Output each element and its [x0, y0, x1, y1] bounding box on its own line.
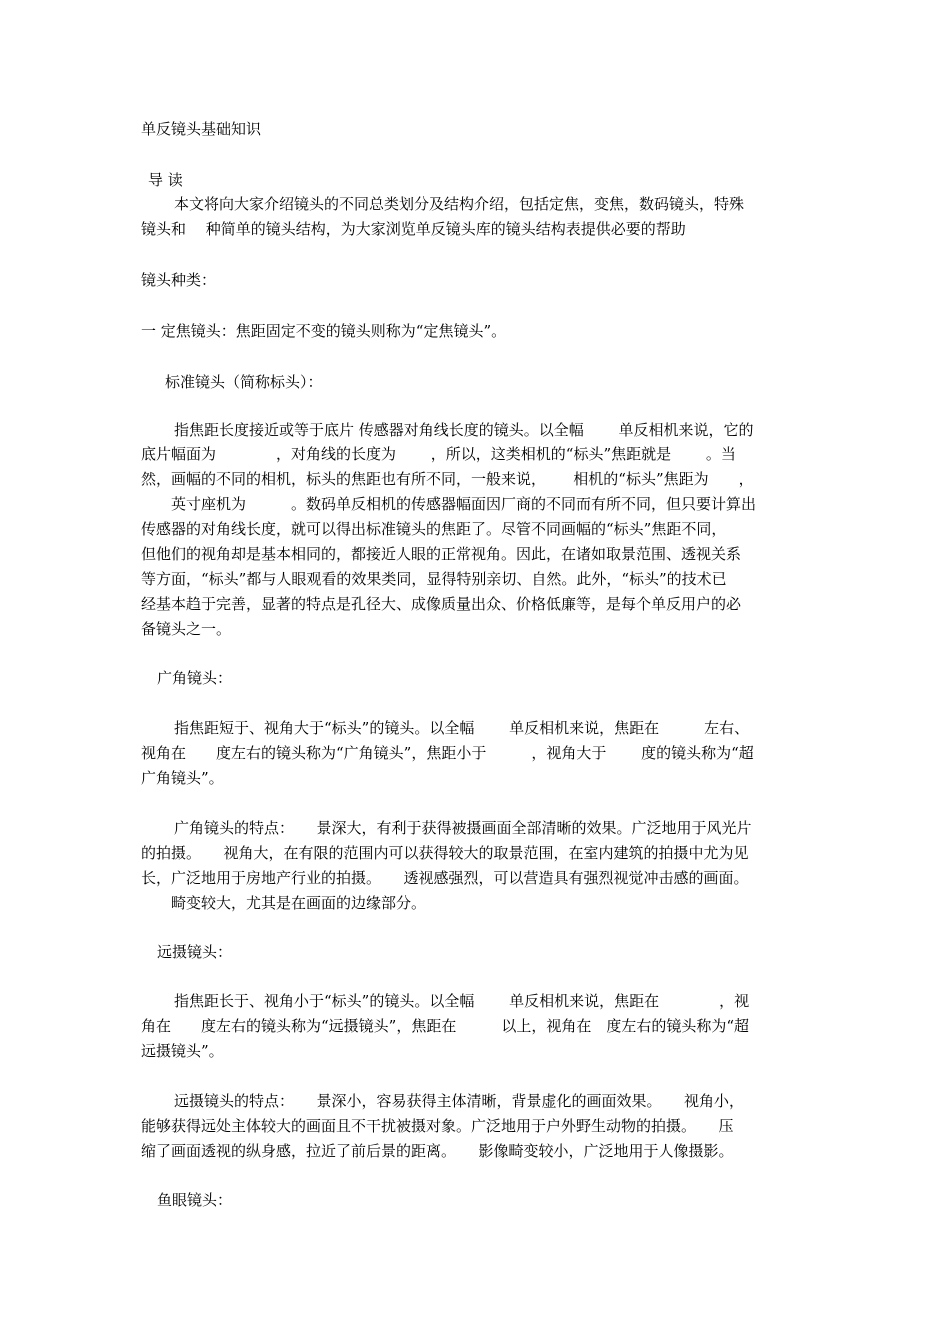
- section-heading-lens-types: 镜头种类：: [141, 271, 217, 289]
- paragraph-line: 指焦距短于、视角大于“标头”的镜头。以全幅 单反相机来说，焦距在 左右、: [174, 719, 750, 737]
- paragraph-line: 底片幅面为 ，对角线的长度为 ，所以，这类相机的“标头”焦距就是 。当: [141, 445, 736, 463]
- paragraph-line: 经基本趋于完善，显著的特点是孔径大、成像质量出众、价格低廉等，是每个单反用户的必: [141, 595, 742, 613]
- document-title: 单反镜头基础知识: [141, 120, 262, 138]
- paragraph-line: 英寸座机为 。数码单反相机的传感器幅面因厂商的不同而有所不同，但只要计算出: [141, 495, 757, 513]
- paragraph-line: 指焦距长于、视角小于“标头”的镜头。以全幅 单反相机来说，焦距在 ，视: [174, 992, 750, 1010]
- intro-heading: 导 读: [148, 171, 183, 189]
- paragraph-line: 远摄镜头的特点： 景深小，容易获得主体清晰，背景虚化的画面效果。 视角小，: [174, 1092, 745, 1110]
- paragraph-line: 镜头和 种简单的镜头结构，为大家浏览单反镜头库的镜头结构表提供必要的帮助: [141, 220, 686, 238]
- subheading-standard-lens: 标准镜头（简称标头）：: [165, 373, 323, 391]
- paragraph-line: 然，画幅的不同的相机，标头的焦距也有所不同，一般来说， 相机的“标头”焦距为 ，: [141, 470, 754, 488]
- paragraph-line: 长，广泛地用于房地产行业的拍摄。 透视感强烈，可以营造具有强烈视觉冲击感的画面。: [141, 869, 749, 887]
- paragraph-line: 角在 度左右的镜头称为“远摄镜头”，焦距在 以上，视角在 度左右的镜头称为“超: [141, 1017, 750, 1035]
- paragraph-line: 缩了画面透视的纵身感，拉近了前后景的距离。 影像畸变较小，广泛地用于人像摄影。: [141, 1142, 734, 1160]
- paragraph-line: 视角在 度左右的镜头称为“广角镜头”，焦距小于 ，视角大于 度的镜头称为“超: [141, 744, 754, 762]
- paragraph-line: 指焦距长度接近或等于底片 传感器对角线长度的镜头。以全幅 单反相机来说，它的: [174, 421, 754, 439]
- subheading-fisheye-lens: 鱼眼镜头：: [157, 1191, 233, 1209]
- section-heading-prime-lens: 一 定焦镜头：焦距固定不变的镜头则称为“定焦镜头”。: [141, 322, 507, 340]
- subheading-wide-angle-lens: 广角镜头：: [157, 669, 233, 687]
- paragraph-line: 广角镜头”。: [141, 769, 224, 787]
- subheading-telephoto-lens: 远摄镜头：: [157, 943, 233, 961]
- paragraph-line: 畸变较大，尤其是在画面的边缘部分。: [141, 894, 427, 912]
- paragraph-line: 的拍摄。 视角大，在有限的范围内可以获得较大的取景范围，在室内建筑的拍摄中尤为见: [141, 844, 749, 862]
- paragraph-line: 等方面，“标头”都与人眼观看的效果类同，显得特别亲切、自然。此外，“标头”的技术已: [141, 570, 727, 588]
- paragraph-line: 传感器的对角线长度，就可以得出标准镜头的焦距了。尽管不同画幅的“标头”焦距不同，: [141, 520, 727, 538]
- paragraph-line: 广角镜头的特点： 景深大，有利于获得被摄画面全部清晰的效果。广泛地用于风光片: [174, 819, 752, 837]
- paragraph-line: 备镜头之一。: [141, 620, 232, 638]
- paragraph-line: 远摄镜头”。: [141, 1042, 224, 1060]
- paragraph-line: 本文将向大家介绍镜头的不同总类划分及结构介绍，包括定焦，变焦，数码镜头，特殊: [174, 195, 745, 213]
- paragraph-line: 能够获得远处主体较大的画面且不干扰被摄对象。广泛地用于户外野生动物的拍摄。 压: [141, 1117, 734, 1135]
- paragraph-line: 但他们的视角却是基本相同的，都接近人眼的正常视角。因此，在诸如取景范围、透视关系: [141, 545, 742, 563]
